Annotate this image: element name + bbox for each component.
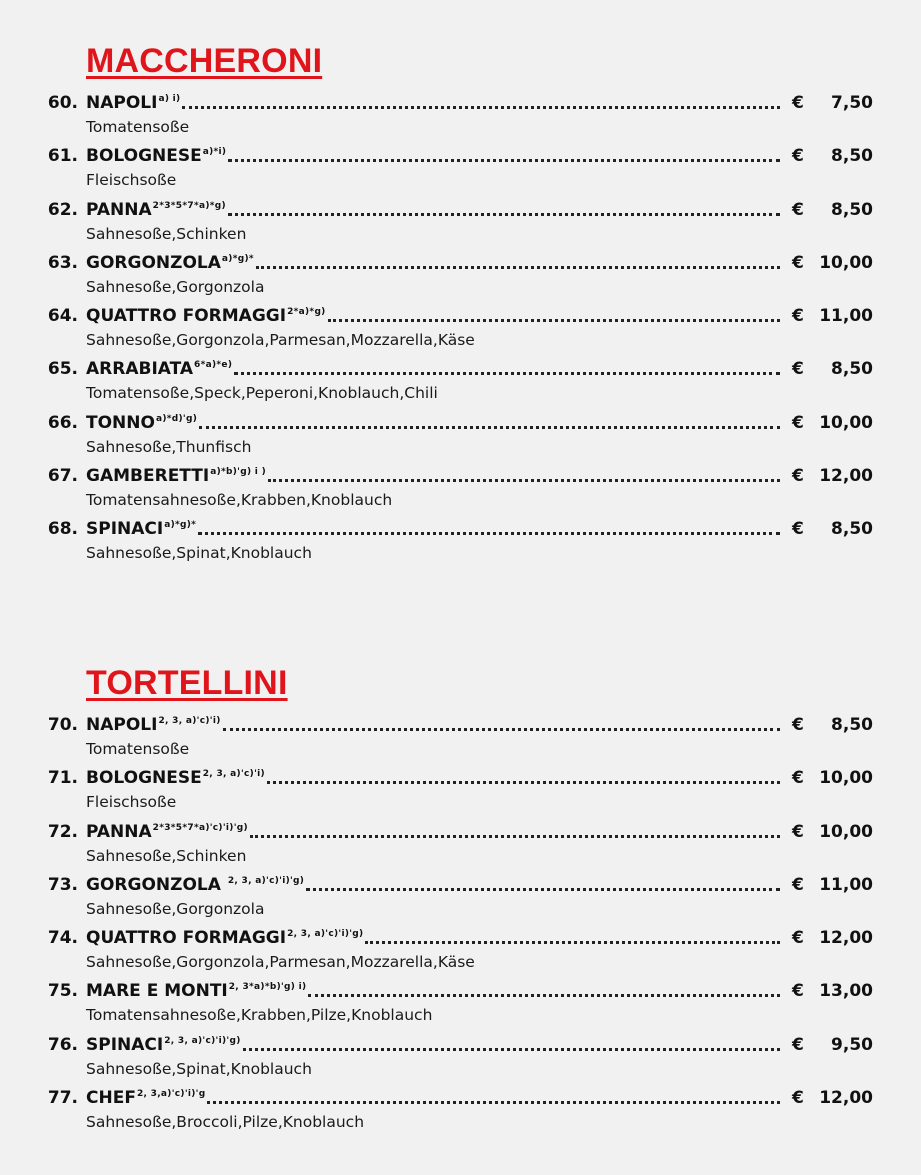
- item-allergen-codes: 2, 3, a)'c)'i): [158, 716, 221, 726]
- menu-item: [0, 463, 921, 516]
- item-description: Sahnesoße,Spinat,Knoblauch: [86, 544, 312, 563]
- menu-item: [0, 356, 921, 409]
- item-allergen-codes: a)*g)*: [164, 520, 197, 531]
- dot-leader: [250, 835, 780, 838]
- item-allergen-codes: 2, 3*a)*b)'g) i): [228, 982, 307, 993]
- item-price: 12,00: [819, 928, 873, 949]
- item-price: 11,00: [819, 306, 873, 327]
- item-description: Sahnesoße,Gorgonzola,Parmesan,Mozzarella,Käse: [86, 953, 475, 972]
- dot-leader: [308, 994, 780, 997]
- item-allergen-codes: a) i): [158, 94, 181, 104]
- item-name: BOLOGNESE: [86, 768, 202, 789]
- item-description: Sahnesoße,Schinken: [86, 846, 247, 865]
- item-name: TONNO: [86, 412, 155, 433]
- item-name: SPINACI: [86, 519, 164, 540]
- item-price: 8,50: [831, 199, 873, 220]
- item-allergen-codes: 2, 3, a)'c)'i)'g): [164, 1035, 241, 1046]
- item-description: Sahnesoße,Broccoli,Pilze,Knoblauch: [86, 1113, 365, 1132]
- item-number: 63.: [47, 252, 78, 273]
- currency-symbol: €: [792, 519, 804, 540]
- item-number: 67.: [47, 466, 78, 487]
- item-number: 73.: [47, 874, 78, 895]
- section-title: TORTELLINI: [86, 664, 288, 702]
- menu-item: [0, 197, 921, 250]
- item-allergen-codes: a)*g)*: [221, 253, 254, 264]
- item-description: Tomatensahnesoße,Krabben,Knoblauch: [86, 491, 393, 510]
- menu-item: [0, 1085, 921, 1138]
- currency-symbol: €: [792, 981, 804, 1002]
- item-allergen-codes: a)*b)'g) i ): [210, 467, 267, 478]
- currency-symbol: €: [792, 466, 804, 487]
- item-allergen-codes: a)*i): [202, 147, 227, 158]
- dot-leader: [234, 372, 780, 375]
- currency-symbol: €: [792, 874, 804, 895]
- item-allergen-codes: 6*a)*e): [194, 360, 233, 371]
- dot-leader: [267, 781, 780, 784]
- menu-item-list: [0, 712, 921, 1138]
- item-price: 10,00: [819, 821, 873, 842]
- item-allergen-codes: 2, 3, a)'c)'i)'g): [227, 875, 305, 886]
- menu-item: [0, 90, 921, 143]
- item-number: 71.: [47, 768, 78, 789]
- dot-leader: [243, 1048, 780, 1051]
- item-allergen-codes: 2*3*5*7*a)*g): [152, 200, 226, 211]
- currency-symbol: €: [792, 928, 804, 949]
- item-number: 68.: [47, 519, 78, 540]
- item-price: 11,00: [819, 874, 873, 895]
- menu-item: [0, 872, 921, 925]
- section-title: MACCHERONI: [86, 42, 323, 80]
- currency-symbol: €: [792, 715, 804, 735]
- item-name: QUATTRO FORMAGGI: [86, 306, 287, 327]
- item-price: 9,50: [831, 1034, 873, 1055]
- item-description: Fleischsoße: [86, 171, 177, 190]
- item-price: 8,50: [831, 359, 873, 380]
- item-name: ARRABIATA: [86, 359, 194, 380]
- menu-item: [0, 925, 921, 978]
- menu-item: [0, 765, 921, 818]
- item-description: Tomatensoße,Speck,Peperoni,Knoblauch,Chili: [86, 384, 438, 403]
- item-description: Sahnesoße,Thunfisch: [86, 437, 252, 456]
- item-price: 8,50: [831, 519, 873, 540]
- item-name: MARE E MONTI: [86, 981, 228, 1002]
- item-price: 7,50: [831, 93, 873, 113]
- menu-item: [0, 712, 921, 765]
- item-description: Sahnesoße,Schinken: [86, 224, 247, 243]
- menu-item: [0, 516, 921, 569]
- item-price: 10,00: [819, 768, 873, 789]
- item-number: 62.: [47, 199, 78, 220]
- item-allergen-codes: 2, 3, a)'c)'i)'g): [287, 929, 364, 940]
- currency-symbol: €: [792, 199, 804, 220]
- item-number: 64.: [47, 306, 78, 327]
- dot-leader: [365, 941, 780, 944]
- item-name: GORGONZOLA: [86, 252, 221, 273]
- dot-leader: [256, 266, 780, 269]
- item-price: 12,00: [819, 466, 873, 487]
- item-name: BOLOGNESE: [86, 146, 202, 167]
- item-number: 77.: [47, 1088, 78, 1109]
- dot-leader: [198, 532, 780, 535]
- menu-item: [0, 819, 921, 872]
- menu-item: [0, 143, 921, 196]
- dot-leader: [199, 426, 780, 429]
- item-name: GORGONZOLA: [86, 874, 227, 895]
- item-price: 10,00: [819, 252, 873, 273]
- menu-item: [0, 1032, 921, 1085]
- currency-symbol: €: [792, 768, 804, 789]
- item-name: GAMBERETTI: [86, 466, 210, 487]
- item-number: 74.: [47, 928, 78, 949]
- currency-symbol: €: [792, 252, 804, 273]
- item-allergen-codes: 2, 3, a)'c)'i): [202, 769, 265, 780]
- item-description: Tomatensahnesoße,Krabben,Pilze,Knoblauch: [86, 1006, 433, 1025]
- item-number: 76.: [47, 1034, 78, 1055]
- currency-symbol: €: [792, 1034, 804, 1055]
- item-number: 66.: [47, 412, 78, 433]
- currency-symbol: €: [792, 93, 804, 113]
- item-name: NAPOLI: [86, 715, 158, 735]
- item-name: NAPOLI: [86, 93, 158, 113]
- item-number: 61.: [47, 146, 78, 167]
- item-allergen-codes: 2*a)*g): [287, 307, 326, 318]
- menu-item: [0, 303, 921, 356]
- item-number: 65.: [47, 359, 78, 380]
- dot-leader: [328, 319, 780, 322]
- item-name: SPINACI: [86, 1034, 164, 1055]
- dot-leader: [182, 106, 780, 109]
- item-name: CHEF: [86, 1088, 136, 1109]
- item-price: 8,50: [831, 146, 873, 167]
- item-description: Sahnesoße,Gorgonzola: [86, 899, 265, 918]
- item-price: 8,50: [831, 715, 873, 735]
- item-price: 12,00: [819, 1088, 873, 1109]
- item-number: 60.: [47, 93, 78, 113]
- item-name: QUATTRO FORMAGGI: [86, 928, 287, 949]
- item-description: Tomatensoße: [86, 118, 190, 136]
- currency-symbol: €: [792, 306, 804, 327]
- currency-symbol: €: [792, 1088, 804, 1109]
- item-price: 10,00: [819, 412, 873, 433]
- item-name: PANNA: [86, 199, 152, 220]
- item-description: Fleischsoße: [86, 793, 177, 812]
- item-number: 72.: [47, 821, 78, 842]
- dot-leader: [228, 213, 780, 216]
- item-number: 70.: [47, 715, 78, 735]
- item-description: Sahnesoße,Gorgonzola: [86, 277, 265, 296]
- menu-item: [0, 410, 921, 463]
- currency-symbol: €: [792, 359, 804, 380]
- currency-symbol: €: [792, 821, 804, 842]
- item-description: Tomatensoße: [86, 740, 190, 758]
- item-description: Sahnesoße,Spinat,Knoblauch: [86, 1059, 312, 1078]
- menu-item-list: [0, 90, 921, 570]
- currency-symbol: €: [792, 412, 804, 433]
- dot-leader: [268, 479, 780, 482]
- menu-item: [0, 250, 921, 303]
- item-number: 75.: [47, 981, 78, 1002]
- currency-symbol: €: [792, 146, 804, 167]
- item-name: PANNA: [86, 821, 152, 842]
- item-allergen-codes: a)*d)'g): [155, 413, 198, 424]
- item-description: Sahnesoße,Gorgonzola,Parmesan,Mozzarella,Käse: [86, 331, 475, 350]
- item-price: 13,00: [819, 981, 873, 1002]
- dot-leader: [228, 159, 780, 162]
- dot-leader: [207, 1101, 780, 1104]
- dot-leader: [306, 888, 780, 891]
- dot-leader: [223, 728, 780, 731]
- item-allergen-codes: 2, 3,a)'c)'i)'g: [136, 1089, 206, 1100]
- menu-item: [0, 978, 921, 1031]
- item-allergen-codes: 2*3*5*7*a)'c)'i)'g): [152, 822, 248, 833]
